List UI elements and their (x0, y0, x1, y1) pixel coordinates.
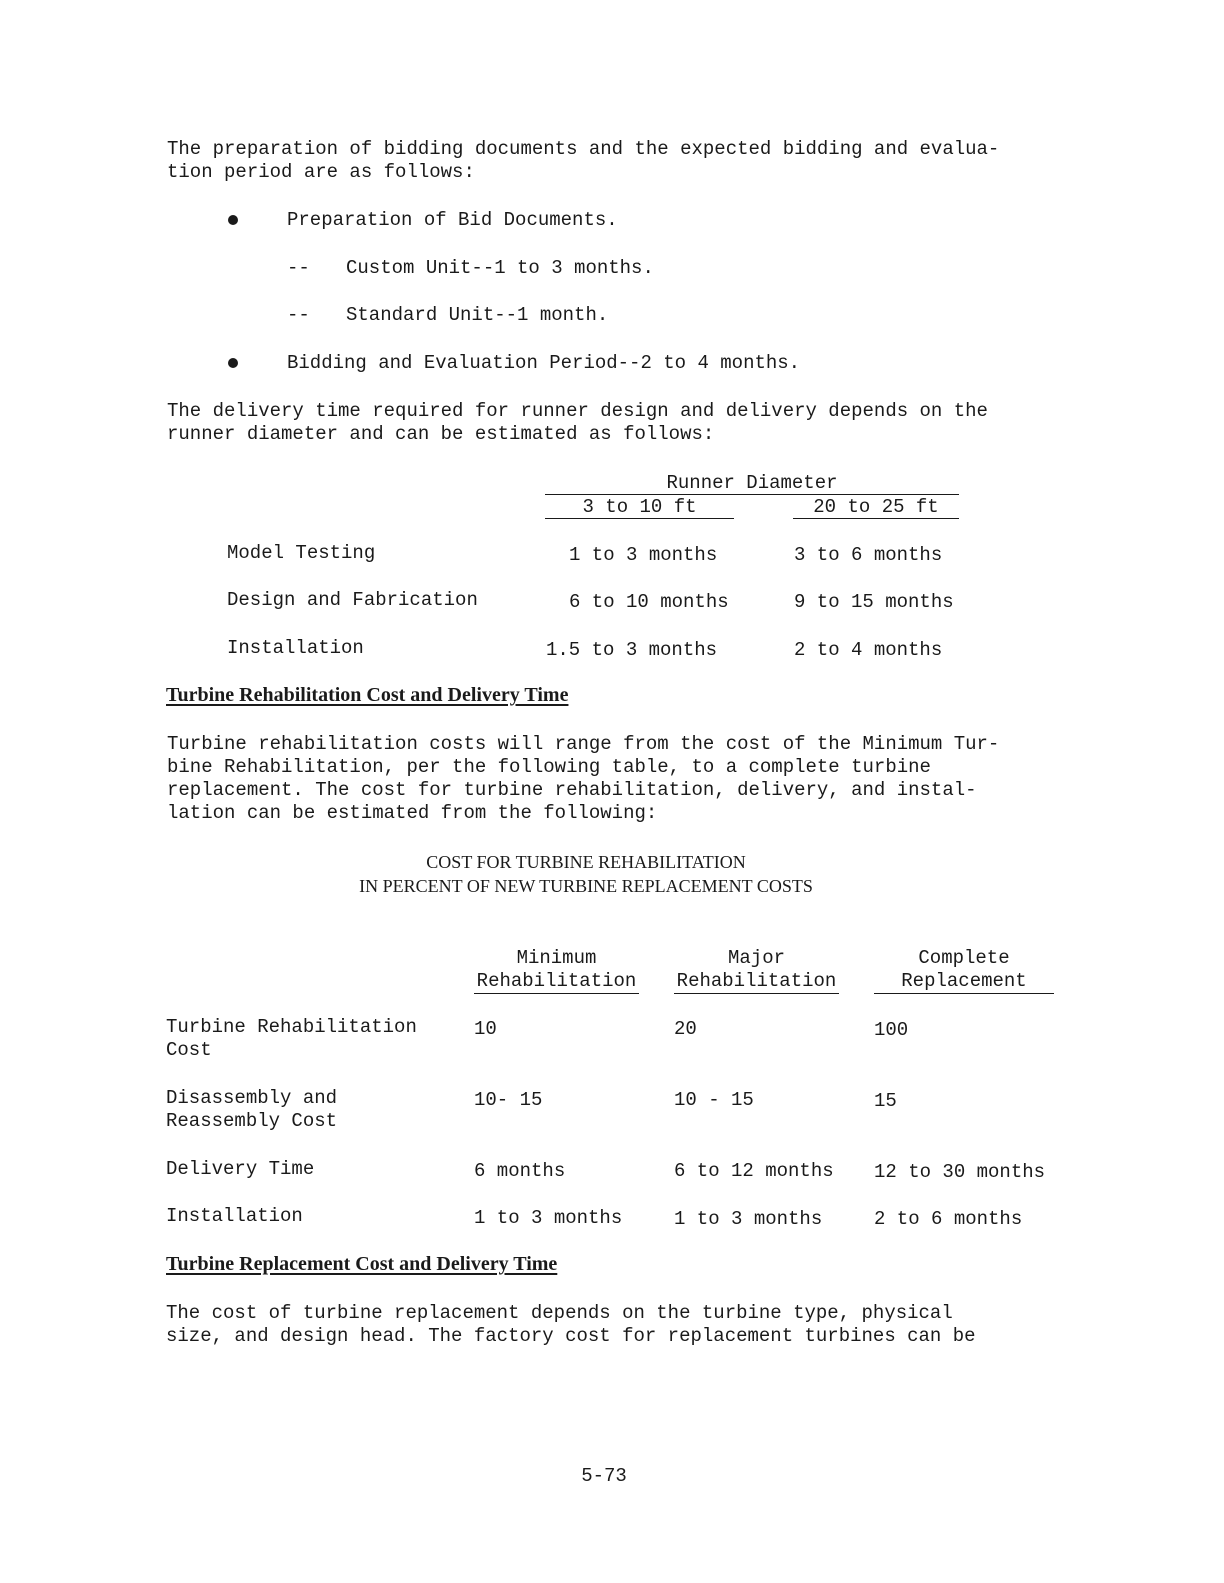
row-label-cont: Reassembly Cost (166, 1110, 338, 1132)
row-label: Turbine Rehabilitation (166, 1016, 417, 1038)
cost-table-title-1: COST FOR TURBINE REHABILITATION (426, 852, 746, 872)
cell-value: 20 (674, 1018, 697, 1040)
col-rule (874, 993, 1054, 994)
section1-para-line-2: bine Rehabilitation, per the following table, to a complete turbine (167, 756, 931, 778)
cell-value: 6 months (474, 1160, 566, 1182)
intro-line-1: The preparation of bidding documents and the expected bidding and evalua- (167, 138, 1000, 160)
col-rule (474, 993, 639, 994)
col-header-complete: Complete (918, 947, 1010, 969)
col-rule (545, 518, 734, 519)
header-rule (545, 494, 959, 495)
col-header-complete-sub: Replacement (901, 970, 1027, 992)
delivery-intro-line-2: runner diameter and can be estimated as follows: (167, 423, 715, 445)
row-label: Design and Fabrication (227, 589, 478, 611)
section2-para-line-1: The cost of turbine replacement depends on the turbine type, physical (166, 1302, 953, 1324)
runner-diameter-header: Runner Diameter (666, 472, 838, 494)
cell-value: 6 to 10 months (569, 591, 729, 613)
cell-value: 12 to 30 months (874, 1161, 1046, 1183)
cell-value: 1.5 to 3 months (546, 639, 718, 661)
row-label-cont: Cost (166, 1039, 212, 1061)
col-header-3-to-10: 3 to 10 ft (582, 496, 697, 518)
row-label: Installation (166, 1205, 303, 1227)
cell-value: 10 - 15 (674, 1089, 754, 1111)
cell-value: 1 to 3 months (674, 1208, 823, 1230)
intro-line-2: tion period are as follows: (167, 161, 475, 183)
cell-value: 10- 15 (474, 1089, 543, 1111)
bullet-dot-icon (228, 358, 238, 368)
section2-para-line-2: size, and design head. The factory cost for replacement turbines can be (166, 1325, 976, 1347)
col-header-major: Major (727, 947, 785, 969)
col-rule (674, 993, 839, 994)
sub-bullet-dash: -- (287, 304, 310, 326)
col-rule (793, 518, 959, 519)
cell-value: 10 (474, 1018, 497, 1040)
cell-value: 6 to 12 months (674, 1160, 834, 1182)
cell-value: 2 to 4 months (794, 639, 943, 661)
cell-value: 9 to 15 months (794, 591, 954, 613)
delivery-intro-line-1: The delivery time required for runner design and delivery depends on the (167, 400, 988, 422)
cell-value: 100 (874, 1019, 909, 1041)
cell-value: 1 to 3 months (474, 1207, 623, 1229)
section1-para-line-3: replacement. The cost for turbine rehabilitation, delivery, and instal- (167, 779, 977, 801)
sub-bullet-custom-unit: Custom Unit--1 to 3 months. (346, 257, 654, 279)
row-label: Delivery Time (166, 1158, 315, 1180)
col-header-major-sub: Rehabilitation (676, 970, 837, 992)
section-heading-rehabilitation: Turbine Rehabilitation Cost and Delivery Time (166, 684, 569, 706)
sub-bullet-dash: -- (287, 257, 310, 279)
cost-table-title-2: IN PERCENT OF NEW TURBINE REPLACEMENT COSTS (359, 876, 813, 896)
section-heading-replacement: Turbine Replacement Cost and Delivery Time (166, 1253, 558, 1275)
cell-value: 2 to 6 months (874, 1208, 1023, 1230)
section1-para-line-1: Turbine rehabilitation costs will range from the cost of the Minimum Tur- (167, 733, 1000, 755)
section1-para-line-4: lation can be estimated from the following: (167, 802, 658, 824)
row-label: Disassembly and (166, 1087, 338, 1109)
cell-value: 3 to 6 months (794, 544, 943, 566)
bullet-dot-icon (228, 215, 238, 225)
bullet-bidding-period: Bidding and Evaluation Period--2 to 4 months. (287, 352, 801, 374)
cell-value: 15 (874, 1090, 897, 1112)
bullet-bid-documents: Preparation of Bid Documents. (287, 209, 618, 231)
page-number: 5-73 (581, 1465, 627, 1487)
row-label: Installation (227, 637, 364, 659)
col-header-20-to-25: 20 to 25 ft (813, 496, 939, 518)
col-header-minimum-sub: Rehabilitation (476, 970, 637, 992)
col-header-minimum: Minimum (516, 947, 597, 969)
sub-bullet-standard-unit: Standard Unit--1 month. (346, 304, 609, 326)
cell-value: 1 to 3 months (569, 544, 718, 566)
row-label: Model Testing (227, 542, 376, 564)
